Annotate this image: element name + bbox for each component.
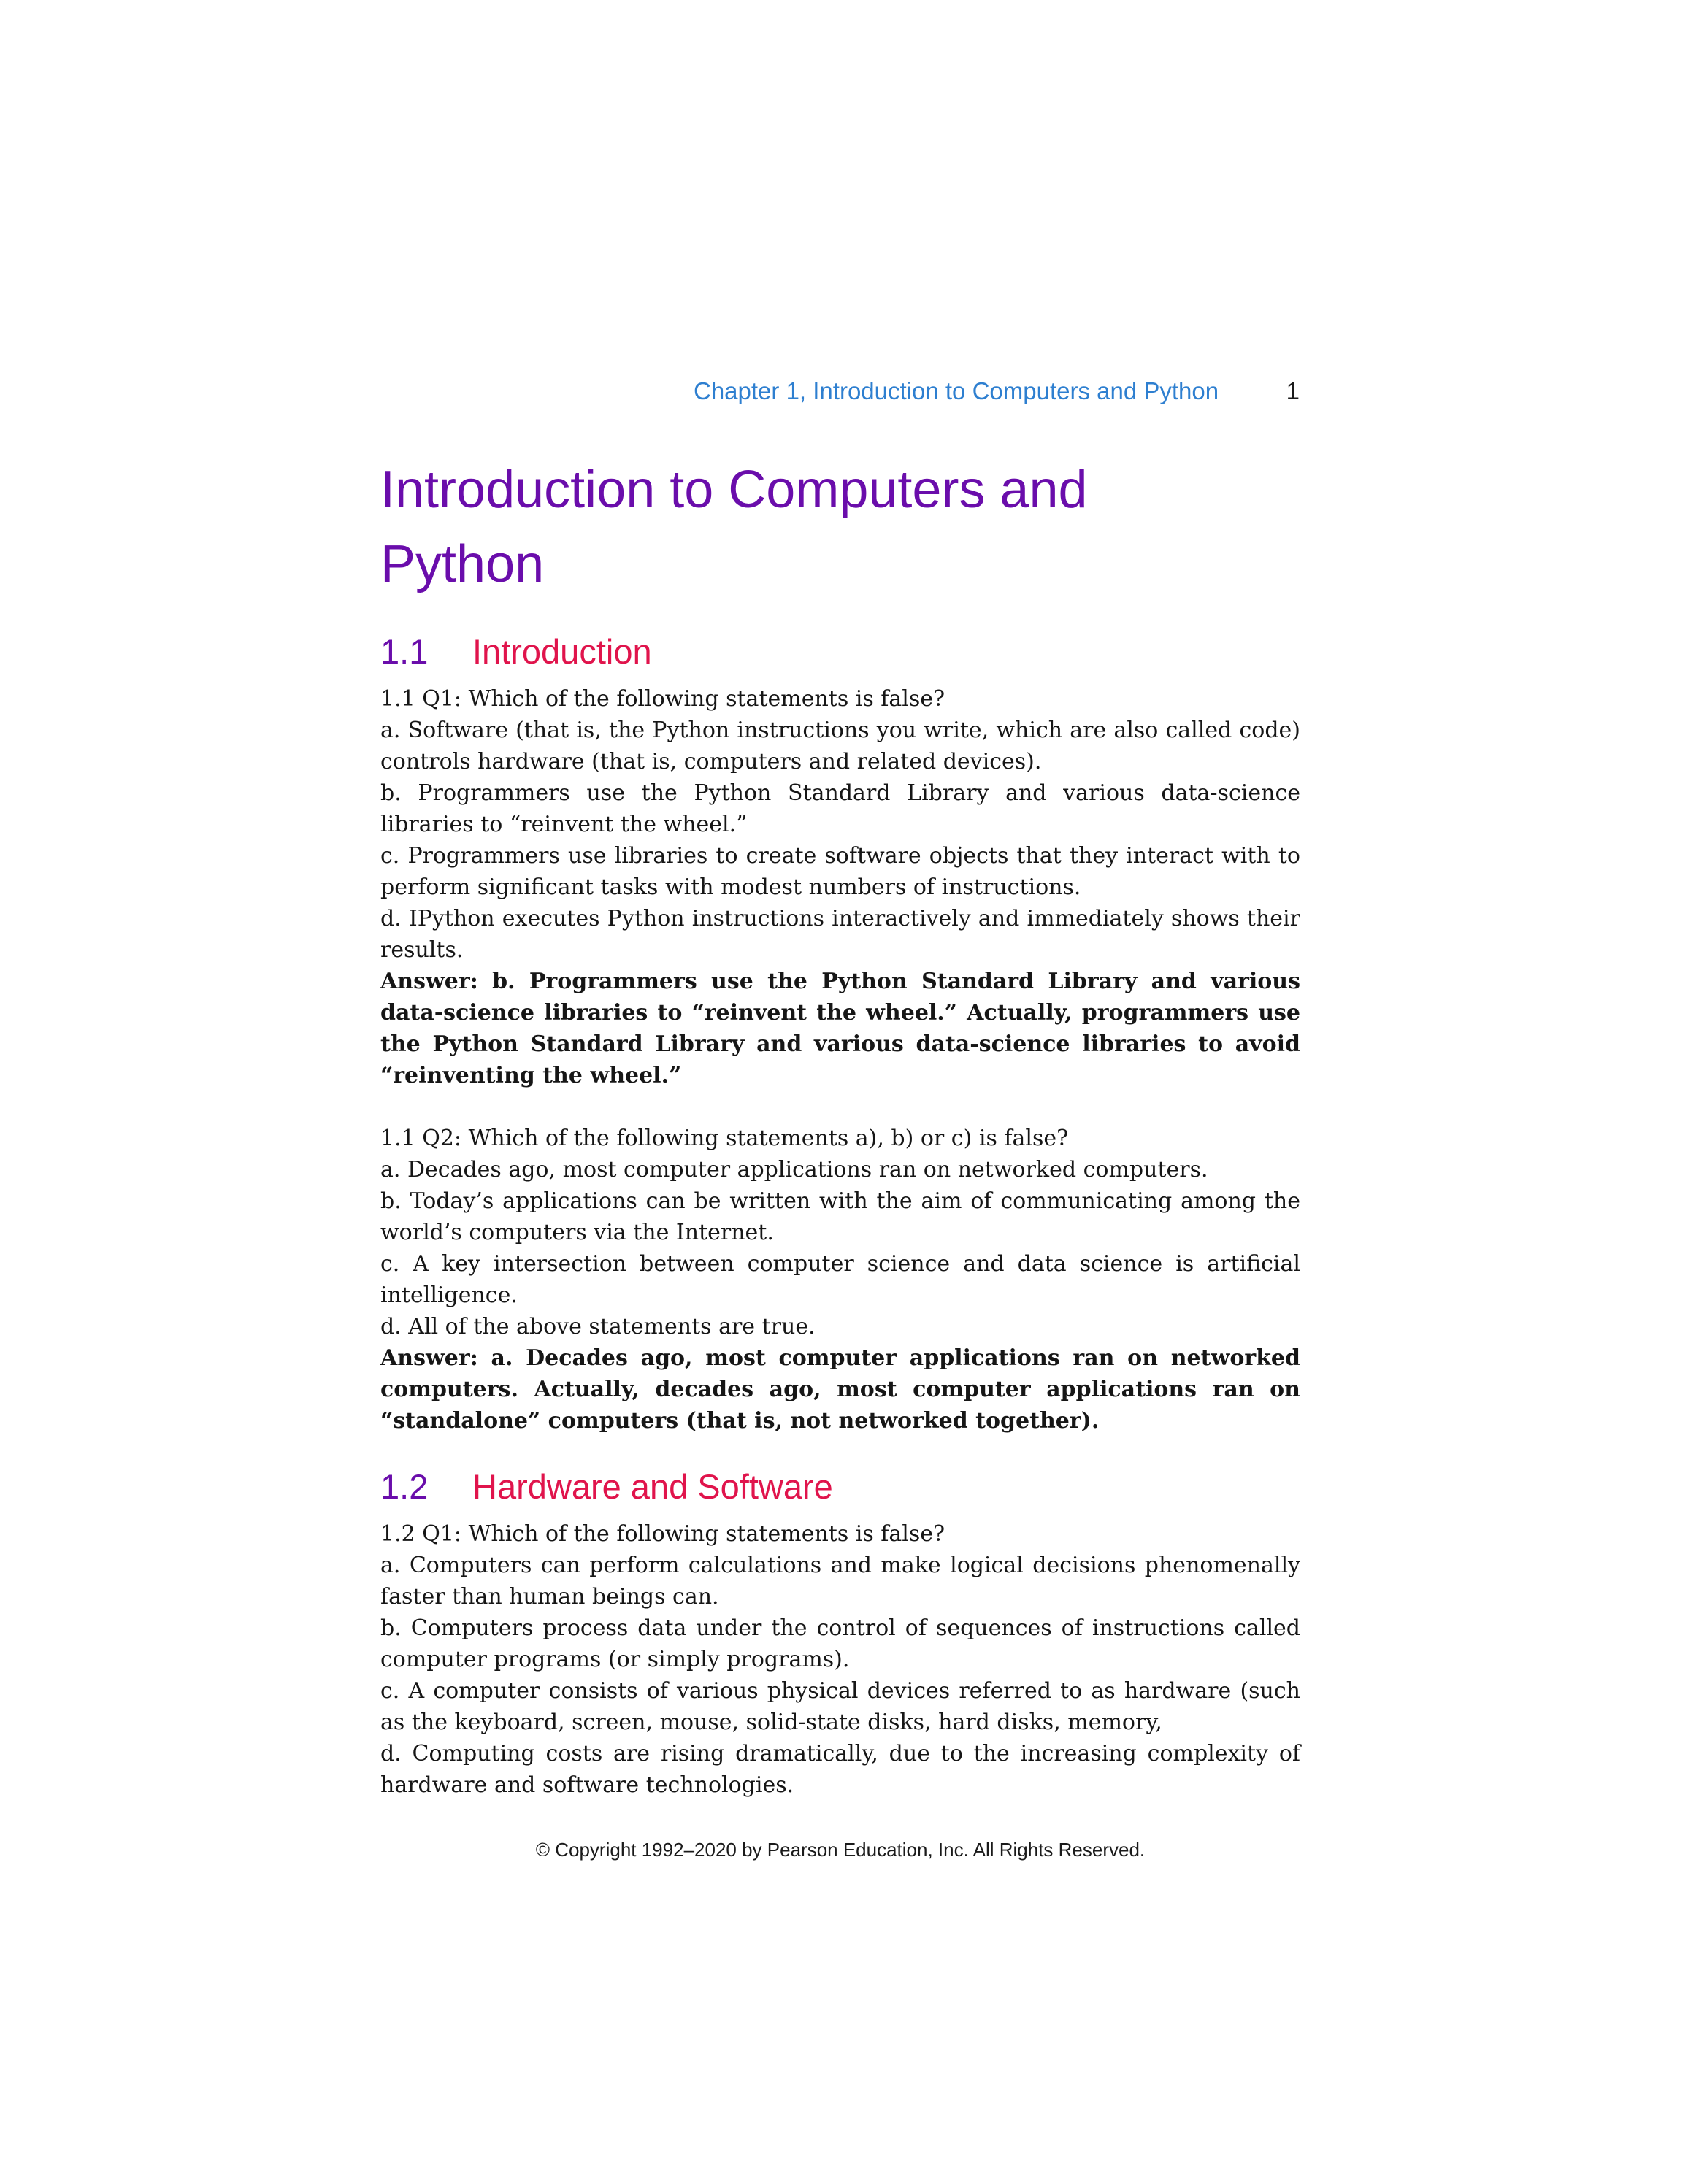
running-head: [694, 375, 1300, 407]
option-d: d. IPython executes Python instructions interactively and immediately shows their results.: [380, 906, 1300, 963]
section-title: Hardware and Software: [472, 1467, 833, 1506]
copyright-footer: © Copyright 1992–2020 by Pearson Education, Inc. All Rights Reserved.: [535, 1839, 1146, 1861]
answer: Answer: a. Decades ago, most computer applications ran on networked computers. Actually, decades ago, most computer applications ran on “standalone” computers (that is, not networked together).: [380, 1345, 1300, 1434]
section-heading-1-1: [380, 629, 1300, 674]
running-head-title: Chapter 1, Introduction to Computers and Python: [694, 377, 1219, 404]
chapter-title: [380, 453, 1300, 601]
option-a: a. Software (that is, the Python instructions you write, which are also called code) controls hardware (that is, computers and related devices).: [380, 718, 1300, 774]
question-1-1-q2: [380, 1123, 1300, 1437]
option-d: d. All of the above statements are true.: [380, 1314, 816, 1339]
question-stem: 1.2 Q1: Which of the following statements is false?: [380, 1521, 945, 1547]
section-number: 1.1: [380, 632, 429, 671]
page-number: 1: [1286, 377, 1300, 404]
option-b: b. Computers process data under the control of sequences of instructions called computer programs (or simply programs).: [380, 1615, 1300, 1672]
option-a: a. Computers can perform calculations and make logical decisions phenomenally faster than human beings can.: [380, 1553, 1300, 1610]
option-a: a. Decades ago, most computer applications ran on networked computers.: [380, 1157, 1208, 1183]
page-content: [380, 453, 1300, 1801]
option-c: c. Programmers use libraries to create software objects that they interact with to perform significant tasks with modest numbers of instructions.: [380, 843, 1300, 900]
section-number: 1.2: [380, 1467, 429, 1506]
option-c: c. A key intersection between computer science and data science is artificial intelligence.: [380, 1251, 1300, 1308]
section-heading-1-2: [380, 1464, 1300, 1510]
option-c: c. A computer consists of various physical devices referred to as hardware (such as the keyboard, screen, mouse, solid-state disks, hard disks, memory,: [380, 1678, 1300, 1735]
chapter-title-line-2: Python: [380, 535, 545, 593]
spacer: [380, 1091, 1300, 1123]
question-1-2-q1: [380, 1518, 1300, 1801]
option-b: b. Today’s applications can be written with the aim of communicating among the world’s computers via the Internet.: [380, 1188, 1300, 1245]
section-title: Introduction: [472, 632, 652, 671]
answer: Answer: b. Programmers use the Python Standard Library and various data-science libraries to “reinvent the wheel.” Actually, programmers use the Python Standard Library and various data-science libraries to avoid “reinventing the wheel.”: [380, 969, 1300, 1088]
option-d: d. Computing costs are rising dramatically, due to the increasing complexity of hardware and software technologies.: [380, 1741, 1300, 1798]
question-stem: 1.1 Q1: Which of the following statements is false?: [380, 686, 945, 712]
option-b: b. Programmers use the Python Standard Library and various data-science libraries to “reinvent the wheel.”: [380, 780, 1300, 837]
chapter-title-line-1: Introduction to Computers and: [380, 461, 1088, 519]
question-1-1-q1: [380, 683, 1300, 1091]
question-stem: 1.1 Q2: Which of the following statements a), b) or c) is false?: [380, 1126, 1069, 1151]
